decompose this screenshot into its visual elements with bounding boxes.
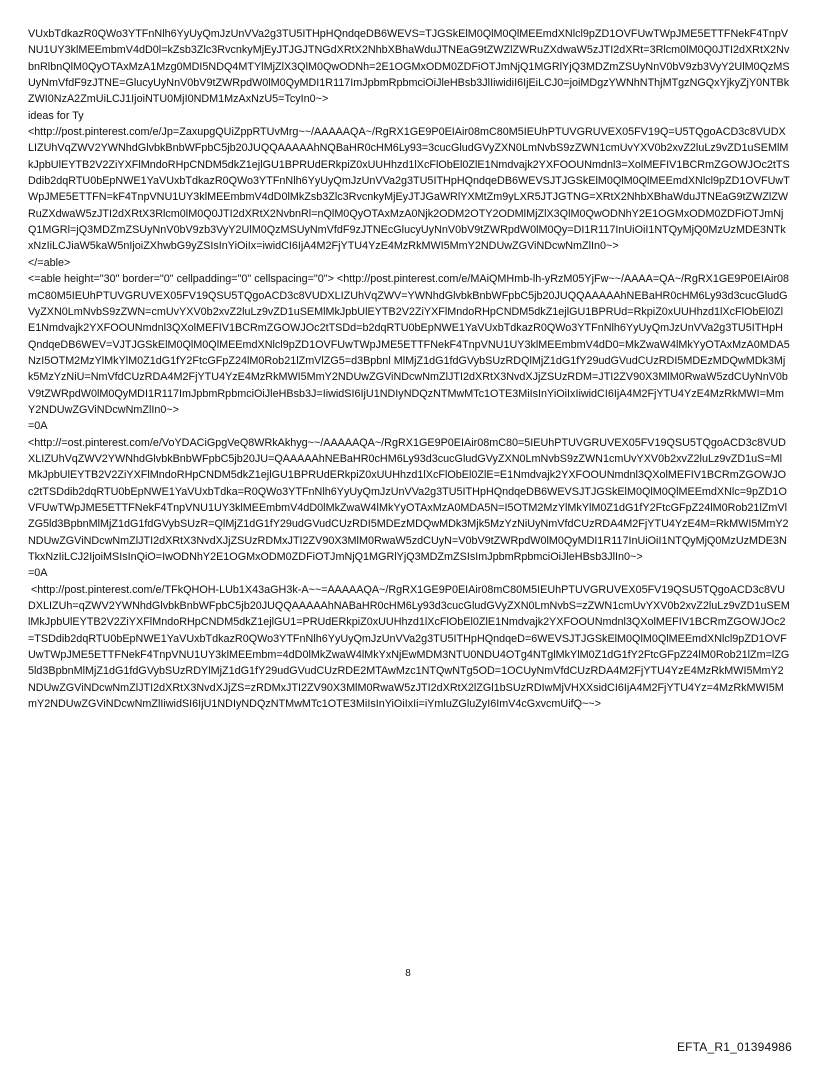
- text-block-separator: =0A: [28, 567, 48, 580]
- text-block-pinterest-link-4: <http://post.pinterest.com/e/TFkQHOH-LUb1X43aGH3k-A~~=AAAAAQA~/RgRX1GE9P0EIAir08mC80M5IEUhPTUVGRUVEX05FV19QSU5TQgoACD3c8VUDXLIZUh=qZWV2YWNhdGlvbkBnbWFpbC5jb20JUQQAAAAAhNABaHR0cHM6Ly93d3cucGludGVyZXN0LmNvbS=zZWN1cmUvYXV0b2xvZ2luLz9vZD1uSEMlMkJpbUlEYTB2V2ZiYXFlMndoRHpCNDM5dkZ1ejlGU1=PRUdERkpiZ0xUUHhzd1lXcFlObEl0ZlE1Nmdvajk2YXFOOUNmdnl3QXolMEFIV1BCRmZGOWJOc2=TSDdib2dqRTU0bEpNWE1YaVUxbTdkazR0QWo3YTFnNlh6YyUyQmJzUnVVa2g3TU5ITHpHQndqeD=6WEVSJTJGSkElM0QlM0QlMEEmdXNlcl9pZD1OVFUwTWpJME5ETTFNekF4TnpVNU1UY3klMEEmbm=4dD0lMkZwaW4lMkYxNjEwMDM3NTU0NDU4OTg4NTglMkYlM0Z1dG1fY2FtcGFpZ24lM0Rob21lZm=lZG5ld3BpbnMlMjZ1dG1fdGVybSUzRDYlMjZ1dG1fY29udGVudCUzRDE2MTAwMzc1NTQwNTg5OD=1OCUyNmVfdCUzRDA4M2FjYTU4YzE4MzRkMWI5MmY2NDUwZGViNDcwNmZlJTI2dXRtX3NvdXJjZS=zRDMxJTI2ZV90X3MlM0RwaW5zJTI2dXRtX2lZGl1bSUzRDIwMjVHXXsidCI6IjA4M2FjYTU4Yz=4MzRkMWI5MmY2NDUwZGViNDcwNmZlIiwidSI6IjU1NDIyNDQzNTMwMTc1OTE3MiIsInYiOiIxIi=iYmluZGluZyI6ImV4cGxvcmUifQ~~>: [28, 583, 790, 711]
- text-block-table-close-tag: </=able>: [28, 256, 71, 269]
- text-block-separator: =0A: [28, 420, 48, 433]
- text-block-ideas-heading: ideas for Ty: [28, 109, 84, 122]
- text-block-encoded-link-tail: VUxbTdkazR0QWo3YTFnNlh6YyUyQmJzUnVVa2g3TU5ITHpHQndqeDB6WEVS=TJGSkElM0QlM0QlMEEmdXNlcl9pZD1OVFUwTWpJME5ETTFNekF4TnpVNU1UY3klMEEmbmV4dD0l=kZsb3Zlc3RvcnkyMjEyJTJGJTNGdXRtX2NhbXBhaWduJTNEaG9tZWZlZWRuZXdwaW5zJTI2dXRt=3Rlcm0lM0Q0JTI2dXRtX2NvbnRlbnQlM0QyOTAxMzA1Mzg0MDI5NDQ4MTYlMjZlX3QlM0QwODNh=2E1OGMxODM0ZDFiOTJmNjQ1MGRlYjQ3MDZmZSUyNnV0bV9zb3VyY2UlM0QzMSUyNmVfdF9zJTNE=GlucyUyNnV0bV9tZWRpdW0lM0QyMDI1R117ImJpbmRpbmciOiJleHBsb3JlIiwidiI6IjEiLCJ0=joiMDgzYWNhNThjMTgzNGQxYjkyZjY0NTBkZWI0NzA2ZmUiLCJ1IjoiNTU0MjI0NDM1MzAxNzU5=TcyIn0~>: [28, 28, 790, 106]
- page-number: 8: [405, 968, 411, 979]
- document-id-stamp: EFTA_R1_01394986: [676, 1040, 792, 1054]
- email-body-text: [28, 26, 790, 712]
- text-block-pinterest-link-2: <=able height="30" border="0" cellpadding="0" cellspacing="0"> <http://post.pinterest.com/e/MAiQMHmb-lh-yRzM05YjFw~~/AAAA=QA~/RgRX1GE9P0EIAir08mC80M5IEUhPTUVGRUVEX05FV19QSU5TQgoACD3c8VUDXLIZUhVqZWV=YWNhdGlvbkBnbWFpbC5jb20JUQQAAAAAhNEBaHR0cHM6Ly93d3cucGludGVyZXN0LmNvbS9zZWN=cmUvYXV0b2xvZ2luLz9vZD1uSEMlMkJpbUlEYTB2V2ZiYXFlMndoRHpCNDM5dkZ1ejlGU1BPRUd=RkpiZ0xUUHhzd1lXcFlObEl0ZlE1Nmdvajk2YXFOOUNmdnl3QXolMEFIV1BCRmZGOWJOc2tTSDd=b2dqRTU0bEpNWE1YaVUxbTdkazR0QWo3YTFnNlh6YyUyQmJzUnVVa2g3TU5ITHpHQndqeDB6WEV=VJTJGSkElM0QlM0QlMEEmdXNlcl9pZD1OVFUwTWpJME5ETTFNekF4TnpVNU1UY3klMEEmbmV4dD0=MkZwaW4lMkYyOTAxMzA0MDA5NzI5OTM2MzYlMkYlM0Z1dG1fY2FtcGFpZ24lM0Rob21lZmVlZG5=d3Bpbnl MlMjZ1dG1fdGVybSUzRDQlMjZ1dG1fY29udGVudCUzRDI5MDEzMDQwMDk3Mjk5MzYzNiU=NmVfdCUzRDA4M2FjYTU4YzE4MzRkMWI5MmY2NDUwZGViNDcwNmZlJTI2dXRtX3NvdXJjZSUzRDM=JTI2ZV90X3MlM0RwaW5zdCUyNnV0bV9tZWRpdW0lM0QyMDI1R117ImJpbmRpbmciOiJleHBsb3J=IiwidSI6IjU1NDIyNDQzNTMwMTc1OTE3MiIsInYiOiIxIiwidCI6IjA4M2FjYTU4YzE4MzRkMWI=MmY2NDUwZGViNDcwNmZlIn0~>: [28, 273, 790, 416]
- text-block-pinterest-link-1: <http://post.pinterest.com/e/Jp=ZaxupgQUiZppRTUvMrg~~/AAAAAQA~/RgRX1GE9P0EIAir08mC80M5IEUhPTUVGRUVEX05FV19Q=U5TQgoACD3c8VUDXLIZUhVqZWV2YWNhdGlvbkBnbWFpbC5jb20JUQQAAAAAhNQBaHR0cHM6Ly93=3cucGludGVyZXN0LmNvbS9zZWN1cmUvYXV0b2xvZ2luLz9vZD1uSEMlMkJpbUlEYTB2V2ZiYXFlMndoRHpCNDM5dkZ1ejlGU1BPRUdERkpiZ0xUUHhzd1lXcFlObEl0ZlE1Nmdvajk2YXFOOUNmdnl3=XolMEFIV1BCRmZGOWJOc2tTSDdib2dqRTU0bEpNWE1YaVUxbTdkazR0QWo3YTFnNlh6YyUyQmJzUnVVa2g3TU5ITHpHQndqeDB6WEVSJTJGSkElM0QlM0QlMEEmdXNlcl9pZD1OVFUwTWpJME5ETTFN=kF4TnpVNU1UY3klMEEmbmV4dD0lMkZsb3Zlc3RvcnkyMjEyJTJGaWRlYXMtZm9yLXR5JTJGTNG=XRtX2NhbXBhaWduJTNEaG9tZWZlZWRuZXdwaW5zJTI2dXRtX3Rlcm0lM0Q0JTI2dXRtX2NvbnRl=nQlM0QyOTAxMzA0Njk2ODM2OTY2ODMlMjZlX3QlM0QwODNhY2E1OGMxODM0ZDFiOTJmNjQ1MGRl=jQ3MDZmZSUyNnV0bV9zb3VyY2UlM0QzMSUyNmVfdF9zJTNEcGlucyUyNnV0bV9tZWRpdW0lM0Qy=DI1R117InUiOiI1NTQyMjQ0MzUzMDE3NTkxNzIiLCJiaW5kaW5nIjoiZXhwbG9yZSIsInYiOiIx=iwidCI6IjA4M2FjYTU4YzE4MzRkMWI5MmY2NDUwZGViNDcwNmZlIn0~>: [28, 126, 790, 253]
- text-block-pinterest-link-3: <http://=ost.pinterest.com/e/VoYDACiGpgVeQ8WRkAkhyg~~/AAAAAQA~/RgRX1GE9P0EIAir08mC80=5IEUhPTUVGRUVEX05FV19QSU5TQgoACD3c8VUDXLIZUhVqZWV2YWNhdGlvbkBnbWFpbC5jb20JU=QAAAAAhNEBaHR0cHM6Ly93d3cucGludGVyZXN0LmNvbS9zZWN1cmUvYXV0b2xvZ2luLz9vZD1uS=MlMkJpbUlEYTB2V2ZiYXFlMndoRHpCNDM5dkZ1ejlGU1BPRUdERkpiZ0xUUHhzd1lXcFlObEl0ZlE=E1Nmdvajk2YXFOOUNmdnl3QXolMEFIV1BCRmZGOWJOc2tTSDdib2dqRTU0bEpNWE1YaVUxbTdka=R0QWo3YTFnNlh6YyUyQmJzUnVVa2g3TU5ITHpHQndqeDB6WEVSJTJGSkElM0QlM0QlMEEmdXNlc=9pZD1OVFUwTWpJME5ETTFNekF4TnpVNU1UY3klMEEmbmV4dD0lMkZwaW4lMkYyOTAxMzA0MDA5N=I5OTM2MzYlMkYlM0Z1dG1fY2FtcGFpZ24lM0Rob21lZmVlZG5ld3BpbnMlMjZ1dG1fdGVybSUzR=QlMjZ1dG1fY29udGVudCUzRDI5MDEzMDQwMDk3Mjk5MzYzNiUyNmVfdCUzRDA4M2FjYTU4YzE4M=RkMWI5MmY2NDUwZGViNDcwNmZlJTI2dXRtX3NvdXJjZSUzRDMxJTI2ZV90X3MlM0RwaW5zdCUyN=V0bV9tZWRpdW0lM0QyMDI1R117InUiOiI1NTQyMjQ0MzUzMDE3NTkxNzIiLCJ2IjoiMSIsInQiO=IwODNhY2E1OGMxODM0ZDFiOTJmNjQ1MGRlYjQ3MDZmZSIsImJpbmRpbmciOiJleHBsb3JlIn0~>: [28, 436, 789, 563]
